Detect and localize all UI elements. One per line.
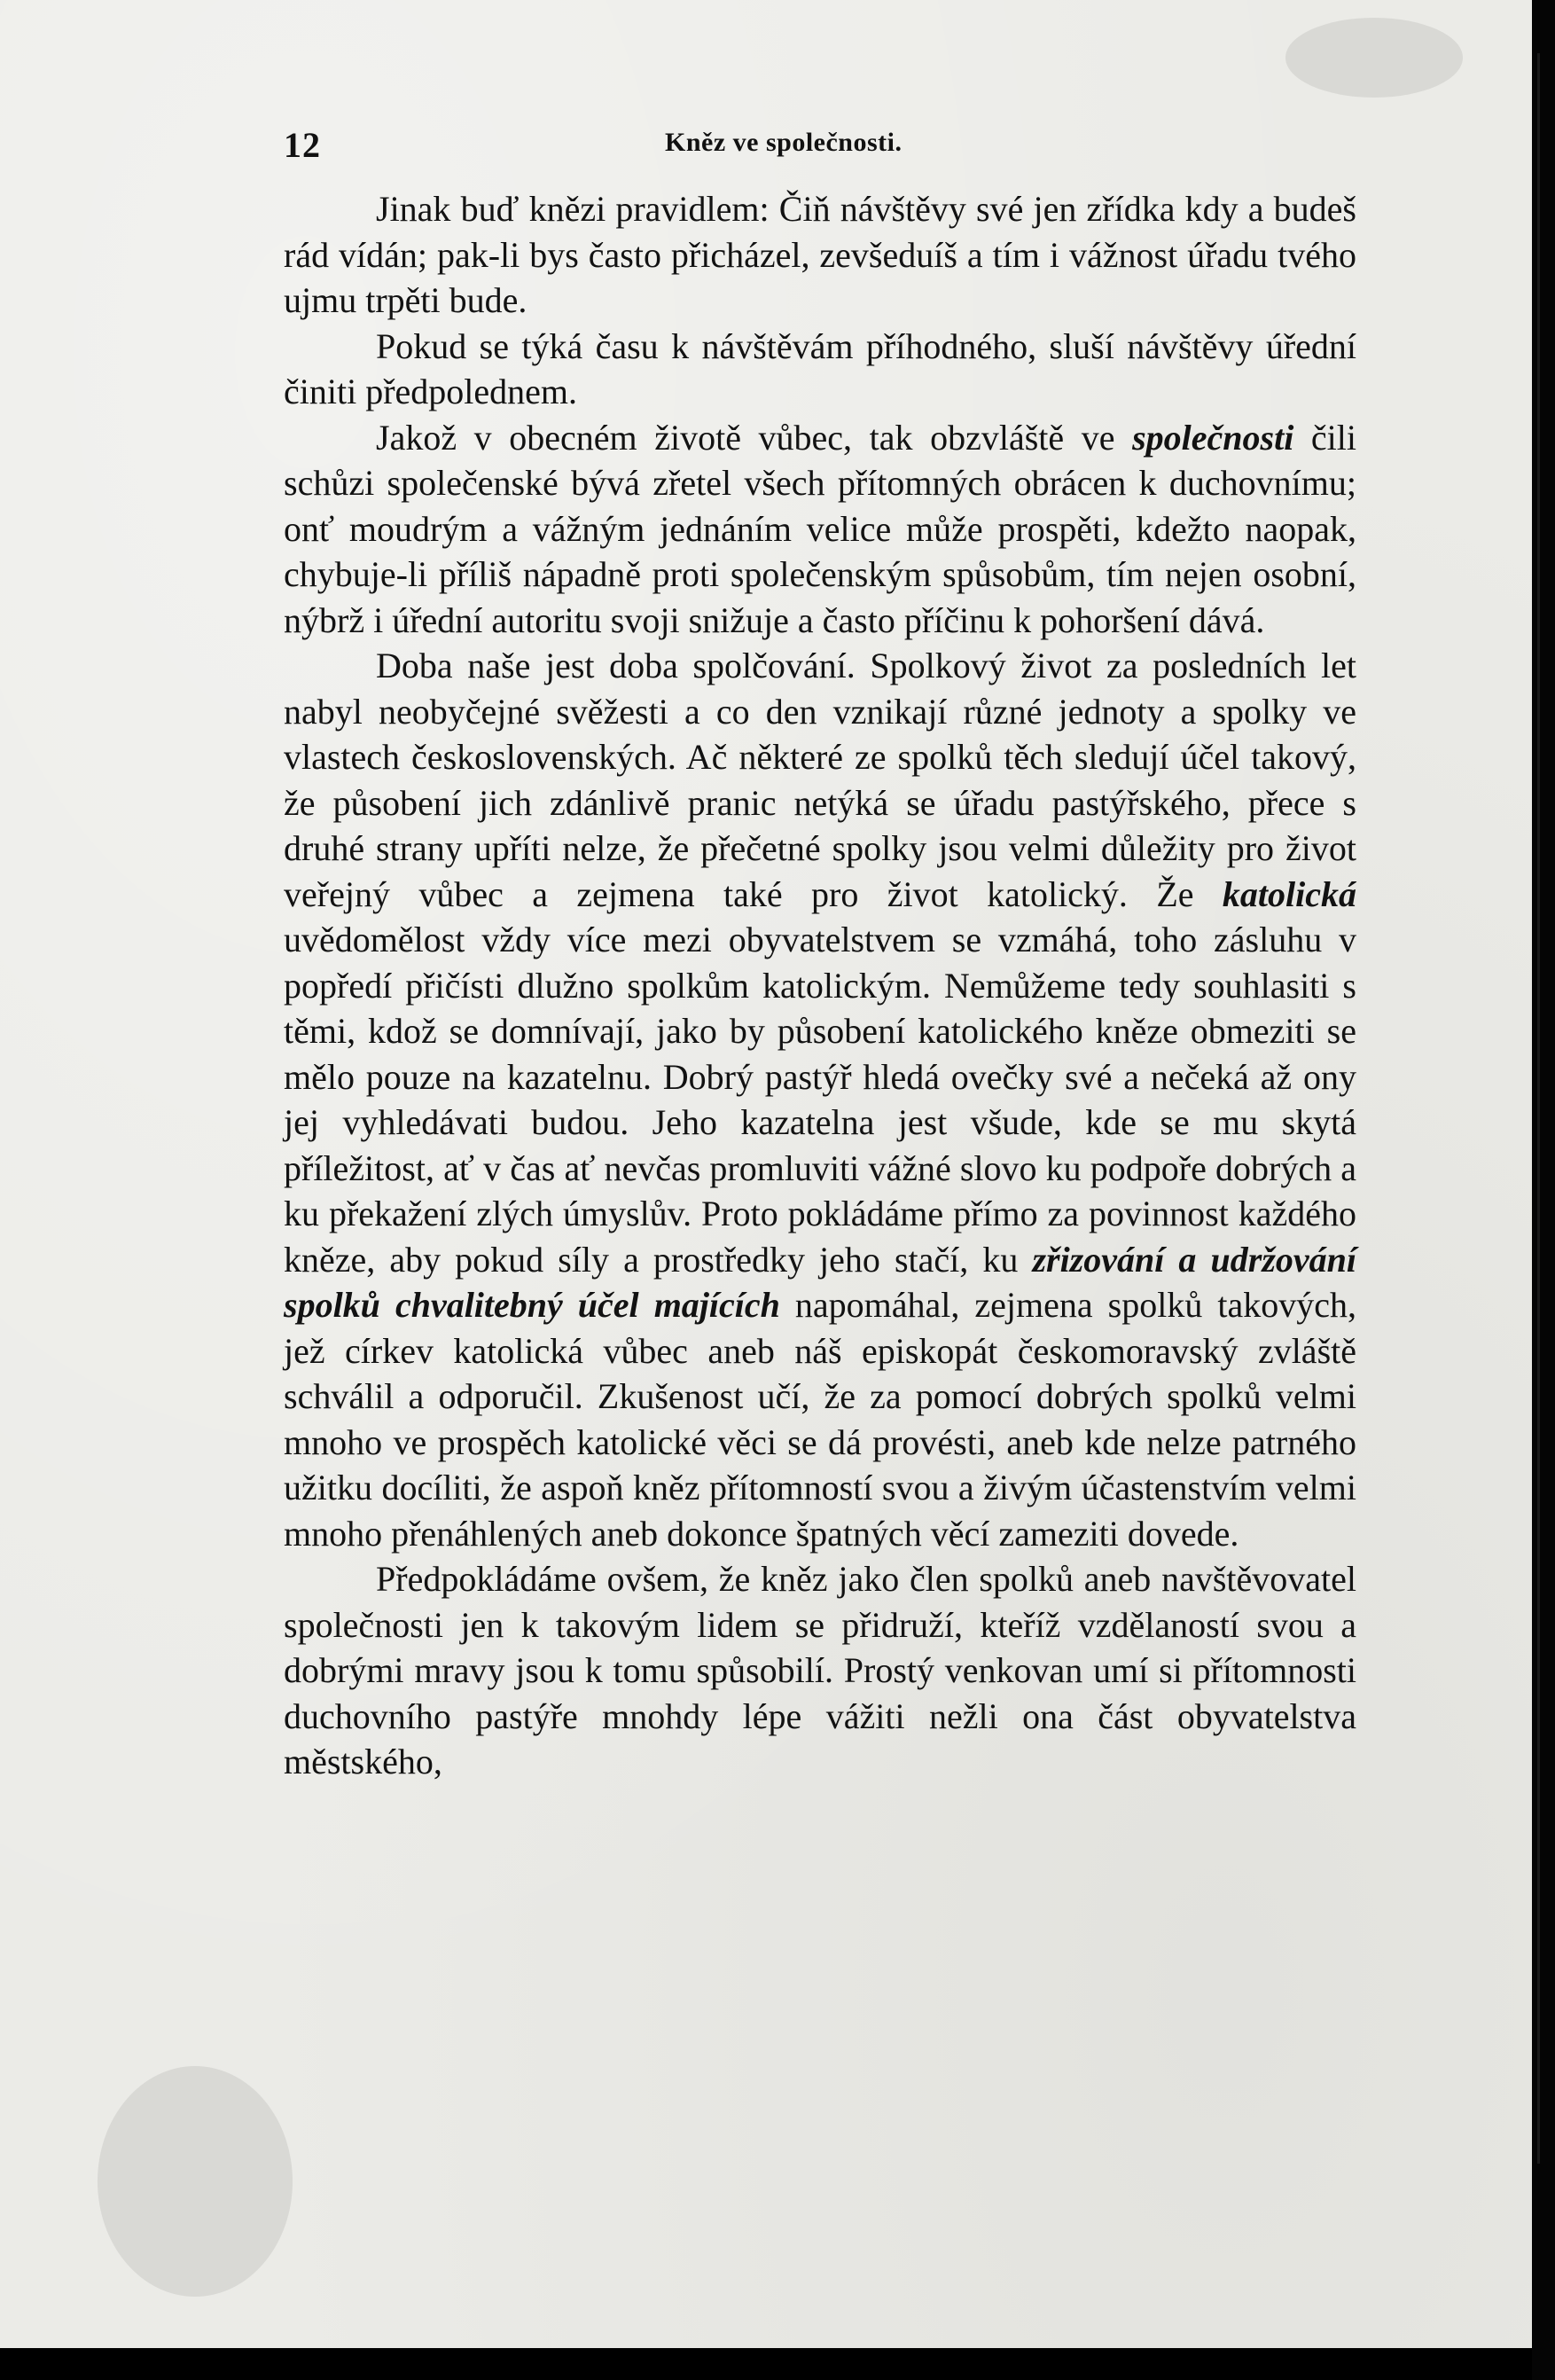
text-run: Jinak buď knězi pravidlem: Čiň návštěvy své jen zřídka kdy a budeš rád vídán; pak-li bys často přicházel, zevšeduíš a tím i vážnost úřadu tvého ujmu trpěti bude. [284,189,1356,320]
paragraph [284,324,1356,415]
text-run: napomáhal, zejmena spolků takových, jež církev katolická vůbec aneb náš episkopát českomoravský zvláště schválil a odporučil. Zkušenost učí, že za pomocí dobrých spolků velmi mnoho ve prospěch katolické věci se dá provésti, aneb kde nelze patrného užitku docíliti, že aspoň kněz přítomností svou a živým účastenstvím velmi mnoho přenáhlených aneb dokonce špatných věcí zameziti dovede. [284,1285,1356,1554]
scan-border [1532,0,1555,2380]
paper-stain [98,2066,293,2297]
running-head [284,124,1374,177]
body-text [284,186,1356,1785]
emphasized-term: katolická [1222,873,1356,914]
text-run: uvědomělost vždy více mezi obyvatelstvem se vzmáhá, toho zásluhu v popředí přičísti dlužno spolkům katolickým. Nemůžeme tedy souhlasiti s těmi, kdož se domnívají, jako by působení katolického kněze obmeziti se mělo pouze na kazatelnu. Dobrý pastýř hledá ovečky své a nečeká až ony jej vyhledávati budou. Jeho kazatelna jest všude, kde se mu skytá příležitost, ať v čas ať nevčas promluviti vážné slovo ku podpoře dobrých a ku překažení zlých úmyslův. Proto pokládáme přímo za povinnost každého kněze, aby pokud síly a prostředky jeho stačí, ku [284,920,1356,1280]
text-run: Pokud se týká času k návštěvám příhodného, sluší návštěvy úřední činiti předpolednem. [284,325,1356,411]
running-title: Kněz ve společnosti. [665,128,903,157]
text-run: čili schůzi společenské bývá zřetel všech přítomných obrácen k duchovnímu; onť moudrým a vážným jednáním velice může prospěti, kdežto naopak, chybuje-li příliš nápadně proti společenským spůsobům, tím nejen osobní, nýbrž i úřední autoritu svoji snižuje a často příčinu k pohoršení dává. [284,417,1356,640]
paragraph [284,1556,1356,1785]
page-number: 12 [284,125,321,165]
text-run: Jakož v obecném životě vůbec, tak obzvláště ve [376,417,1133,458]
text-run: Doba naše jest doba spolčování. Spolkový život za posledních let nabyl neobyčejné svěžesti a co den vznikají různé jednoty a spolky ve vlastech československých. Ač některé ze spolků těch sledují účel takový, že působení jich zdánlivě pranic netýká se úřadu pastýřského, přece s druhé strany upříti nelze, že přečetné spolky jsou velmi důležity pro život veřejný vůbec a zejmena také pro život katolický. Že [284,646,1356,914]
paper-stain [1285,18,1463,98]
paragraph [284,186,1356,324]
emphasized-term: společnosti [1132,417,1294,458]
page-edge-line [1537,53,1540,2164]
paragraph [284,643,1356,1556]
emphasized-term: zřizování a udržování spolků chvalitebný účel majících [284,1239,1356,1325]
text-run: Předpokládáme ovšem, že kněz jako člen spolků aneb navštěvovatel společnosti jen k takovým lidem se přidruží, kteříž vzdělaností svou a dobrými mravy jsou k tomu spůsobilí. Prostý venkovan umí si přítomnosti duchovního pastýře mnohdy lépe vážiti nežli ona část obyvatelstva městského, [284,1559,1356,1781]
paragraph [284,415,1356,644]
